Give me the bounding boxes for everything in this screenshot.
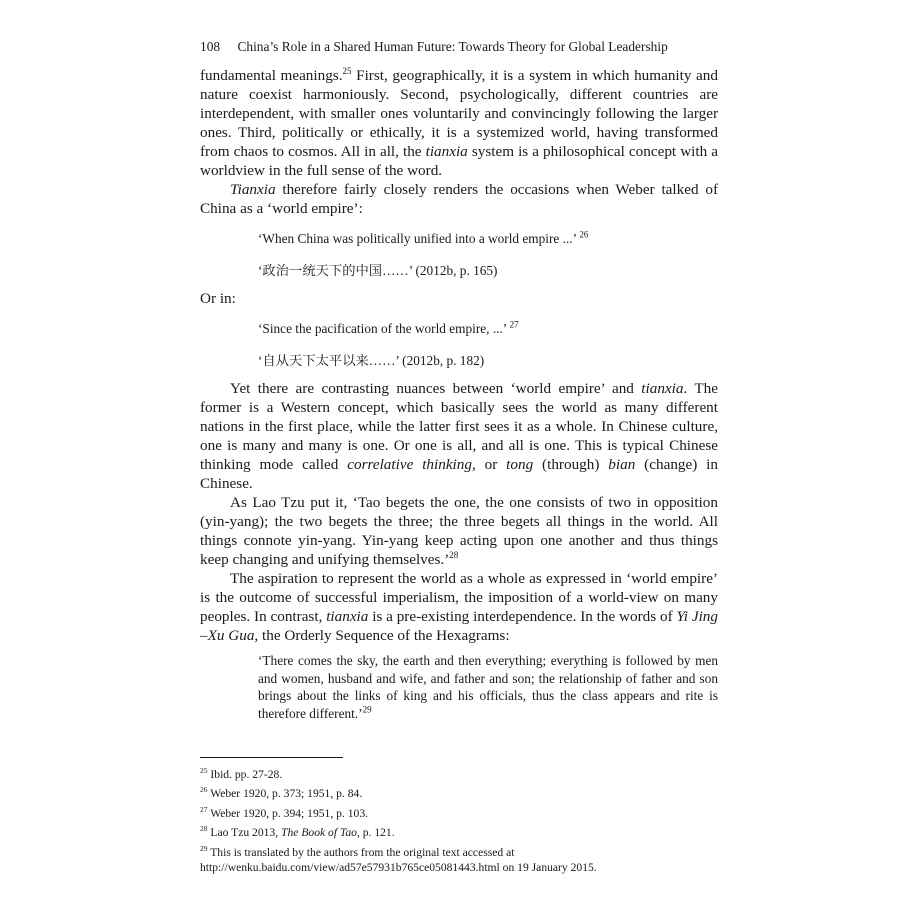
footnote-ref-29[interactable]: 29 [362, 704, 372, 715]
footnote-26: $^{26}$ Weber 1920, p. 373; 1951, p. 84. [200, 785, 363, 801]
running-title: China’s Role in a Shared Human Future: Towards Theory for Global Leadership [237, 39, 668, 54]
footnote-ref-26[interactable]: 26 [579, 229, 589, 240]
paragraph-3: Yet there are contrasting nuances between ‘world empire’ and tianxia. The former is a Western concept, which basically sees the world as many different nations in the first place, while the latter first sees it as a whole. In Chinese culture, one is many and many is one. Or one is all, and all is one. This is typical Chinese thinking mode called correlative thinking, or tong (through) bian (change) in Chinese. [200, 380, 719, 492]
page-number: 108 [200, 39, 221, 54]
paragraph-4: As Lao Tzu put it, ‘Tao begets the one, the one consists of two in opposition (yin-yang); the two begets the three; the three begets all things in the world. All things connote yin-yang. Yin-yang keep acting upon one another and thus things keep changing and unifying themselves.’$^{28}$ [200, 494, 718, 568]
or-in-line: Or in: [200, 290, 236, 307]
paragraph-2: Tianxia therefore fairly closely renders the occasions when Weber talked of China as a ‘world empire’: [200, 181, 718, 217]
body-text [200, 66, 718, 722]
footnote-28: $^{28}$ Lao Tzu 2013, The Book of Tao, p. 121. [200, 824, 395, 840]
block-quote: ‘There comes the sky, the earth and then everything; everything is followed by men and women, husband and wife, and father and son; the relationship of father and son brings about the links of king and his officials, thus the class appears and rite is therefore different.’$^{29}$ [258, 653, 718, 721]
quote-2-english: ‘Since the pacification of the world empire, ...’ $^{27}$ [258, 319, 519, 336]
footnote-ref-27[interactable]: 27 [509, 319, 519, 330]
footnotes [200, 763, 718, 876]
quote-1-chinese: ‘政治一统天下的中国……’ (2012b, p. 165) [258, 262, 498, 278]
paragraph-1: fundamental meanings.$^{25}$ First, geographically, it is a system in which humanity and nature coexist harmoniously. Second, psychologically, different countries are interdependent, with smaller ones voluntarily and convincingly following the larger ones. Third, politically or ethically, it is a systemized world, having transformed from chaos to cosmos. All in all, the tianxia system is a philosophical concept with a worldview in the full sense of the word. [200, 65, 718, 179]
paragraph-5: The aspiration to represent the world as a whole as expressed in ‘world empire’ is the outcome of successful imperialism, the imposition of a world-view on many peoples. In contrast, tianxia is a pre-existing interdependence. In the words of Yi Jing –Xu Gua, the Orderly Sequence of the Hexagrams: [200, 570, 718, 644]
footnote-ref-28[interactable]: 28 [449, 549, 459, 560]
footnote-ref-25[interactable]: 25 [342, 65, 352, 76]
quote-2-chinese: ‘自从天下太平以来……’ (2012b, p. 182) [258, 352, 485, 368]
footnote-rule [200, 757, 343, 758]
footnote-29: $^{29}$ This is translated by the authors from the original text accessed at http://wenku.baidu.com/view/ad57e57931b765ce05081443.html on 19 January 2015. [200, 843, 597, 875]
footnote-27: $^{27}$ Weber 1920, p. 394; 1951, p. 103. [200, 804, 369, 820]
quote-1-english: ‘When China was politically unified into a world empire ...’ $^{26}$ [258, 229, 589, 246]
footnote-25: $^{25}$ Ibid. pp. 27-28. [200, 766, 283, 781]
running-header [200, 39, 668, 55]
